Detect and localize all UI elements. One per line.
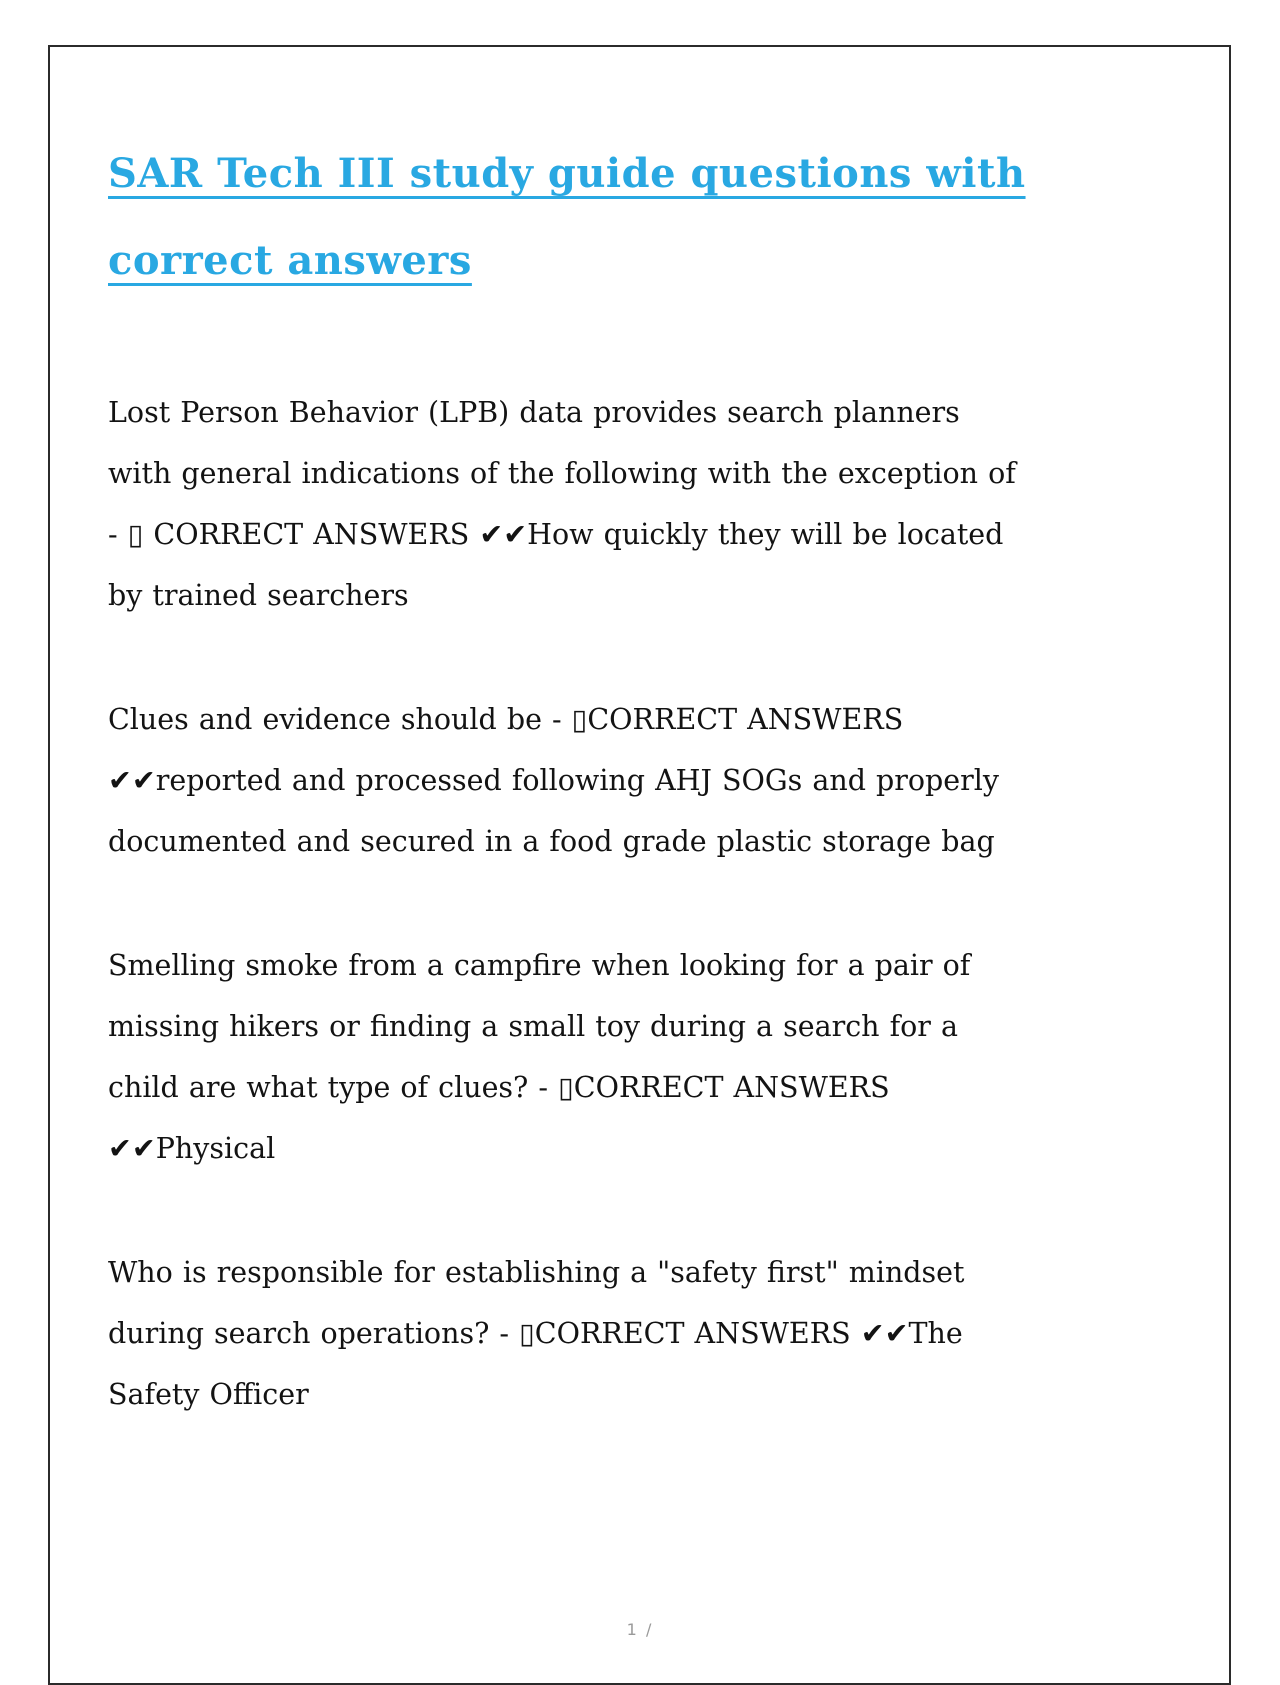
- qa-paragraph-1: Lost Person Behavior (LPB) data provides search planners with general indications of the following with the exception of - ▯ CORRECT ANSWERS ✔✔How quickly they will be located by trained searchers: [108, 396, 1016, 612]
- page-content: [108, 130, 1033, 1488]
- qa-paragraph-2: Clues and evidence should be - ▯CORRECT ANSWERS ✔✔reported and processed following AHJ SOGs and properly documented and secured in a food grade plastic storage bag: [108, 703, 999, 858]
- document-title-link[interactable]: SAR Tech III study guide questions with correct answers: [108, 150, 1026, 284]
- qa-paragraph-4: Who is responsible for establishing a "safety first" mindset during search operations? - ▯CORRECT ANSWERS ✔✔The Safety Officer: [108, 1256, 965, 1411]
- qa-paragraph-3: Smelling smoke from a campfire when looking for a pair of missing hikers or finding a small toy during a search for a child are what type of clues? - ▯CORRECT ANSWERS ✔✔Physical: [108, 949, 971, 1165]
- footer-page-number: 1 /: [626, 1620, 654, 1639]
